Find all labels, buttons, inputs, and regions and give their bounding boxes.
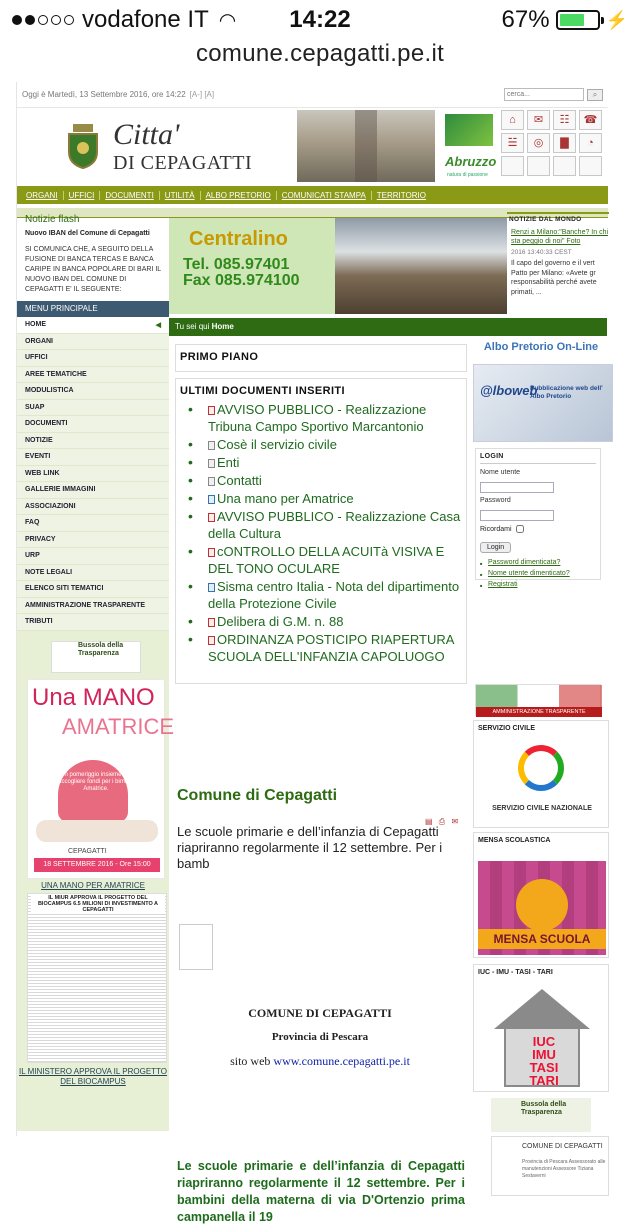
forgot-password-link[interactable]: ■ Password dimenticata? [480, 557, 596, 568]
list-item[interactable] [198, 454, 462, 471]
left-banners [17, 631, 175, 1131]
abruzzo-logo[interactable] [439, 110, 499, 182]
home-icon[interactable]: ⌂ [501, 110, 524, 130]
letter-heading: COMUNE DI CEPAGATTI [248, 1006, 392, 1020]
image-placeholder [179, 924, 213, 970]
amm-trasparente-label: AMMINISTRAZIONE TRASPARENTE [476, 707, 602, 717]
font-size-tools[interactable]: [A-] [A] [189, 90, 215, 99]
abruzzo-label: Abruzzo [445, 154, 497, 169]
iuc-box[interactable] [473, 964, 609, 1092]
menu-item-organi[interactable]: ORGANI [17, 334, 169, 351]
plate-icon [516, 879, 568, 931]
quick-icons [501, 110, 607, 176]
menu-item-uffici[interactable]: UFFICI [17, 350, 169, 367]
pdf-icon[interactable]: ▤ [425, 817, 435, 826]
abruzzo-tagline: natura di passione [447, 172, 488, 178]
wifi-icon: ◠ [218, 9, 237, 32]
nav-organi[interactable]: ORGANI [21, 191, 64, 200]
alboweb-logo: @lboweb [480, 383, 538, 398]
pdf-icon [208, 406, 215, 415]
menu-item-gallerie-immagini[interactable]: GALLERIE IMMAGINI [17, 482, 169, 499]
login-button[interactable]: Login [480, 542, 511, 553]
calendar-icon[interactable]: ☱ [501, 133, 524, 153]
document-link[interactable]: Cosè il servizio civile [217, 437, 337, 452]
mail-icon[interactable]: ✉ [527, 110, 550, 130]
globe-icon[interactable]: ◎ [527, 133, 550, 153]
primo-piano-title: PRIMO PIANO [180, 351, 259, 363]
document-link[interactable]: AVVISO PUBBLICO - Realizzazione Tribuna Campo Sportivo Marcantonio [208, 402, 427, 434]
biocampus-document-title: IL MIUR APPROVA IL PROGETTO DEL BIOCAMPUS 6.5 MILIONI DI INVESTIMENTO A CEPAGATTI [31, 895, 165, 913]
albo-pretorio-banner[interactable] [473, 364, 613, 442]
charging-icon: ⚡ [605, 9, 628, 30]
ultimi-documenti-title: ULTIMI DOCUMENTI INSERITI [180, 385, 346, 397]
bussola-label: Bussola della Trasparenza [78, 641, 124, 657]
comune-card-subtitle: Provincia di Pescara Assessorato alle manutenzioni Assessore Tiziana Sestaverni [522, 1159, 606, 1179]
notizie-mondo-title: NOTIZIE DAL MONDO [509, 216, 582, 223]
nav-uffici[interactable]: UFFICI [64, 191, 101, 200]
list-item[interactable] [198, 436, 462, 453]
menu-item-faq[interactable]: FAQ [17, 515, 169, 532]
breadcrumb-prefix: Tu sei qui [175, 322, 210, 331]
flash-news-body: SI COMUNICA CHE, A SEGUITO DELLA FUSIONE DI BANCA TERCAS E BANCA CARIPE IN BANCA POPOLARE DI BARI IL NUOVO IBAN DEL COMUNE DI CEPAGATTI E' IL SEGUENTE: [25, 246, 161, 293]
menu-item-elenco-siti-tematici[interactable]: ELENCO SITI TEMATICI [17, 581, 169, 598]
breadcrumb [169, 318, 607, 336]
documents-list [180, 401, 462, 665]
menu-item-web-link[interactable]: WEB LINK [17, 466, 169, 483]
mensa-label: MENSA SCUOLA [478, 929, 606, 949]
article-section-title[interactable]: Comune di Cepagatti [177, 787, 338, 804]
article-body: Le scuole primarie e dell’infanzia di Cepagatti riapriranno regolarmente il 12 settembre. Per i bambini della materna di via D'Ortenzio prima campanella il 19 [177, 1159, 465, 1224]
search-input[interactable] [504, 88, 584, 101]
town-photo [335, 218, 507, 314]
biocampus-document-thumbnail[interactable] [27, 893, 167, 1063]
carrier-label: vodafone IT [82, 6, 209, 33]
primo-piano-box [175, 344, 467, 372]
username-label: Nome utente [480, 469, 521, 476]
battery-percent: 67% [501, 6, 550, 33]
remember-label: Ricordami [480, 525, 512, 533]
empty-slot-icon [579, 156, 602, 176]
document-link[interactable]: Enti [217, 455, 240, 470]
article-intro: Le scuole primarie e dell’infanzia di Cepagatti riapriranno regolarmente il 12 settembre. Per i bamb [177, 824, 443, 871]
bussola-label: Bussola della Trasparenza [521, 1101, 567, 1116]
chart-icon[interactable]: ▇ [553, 133, 576, 153]
webpage [16, 82, 609, 1224]
breadcrumb-home[interactable]: Home [211, 322, 234, 331]
url-bar[interactable]: comune.cepagatti.pe.it [195, 40, 445, 67]
document-link[interactable]: Contatti [217, 473, 262, 488]
servizio-civile-logo-icon [518, 745, 564, 791]
nav-utilita[interactable]: UTILITÀ [160, 191, 201, 200]
amatrice-poster[interactable] [27, 679, 175, 879]
login-links [480, 557, 596, 590]
biocampus-link[interactable]: IL MINISTERO APPROVA IL PROGETTO DEL BIOCAMPUS [18, 1066, 168, 1086]
empty-slot-icon [527, 156, 550, 176]
image-file-icon [208, 583, 215, 592]
list-item[interactable] [198, 631, 462, 665]
password-field[interactable] [480, 510, 554, 521]
bussola-trasparenza-banner[interactable] [491, 1098, 591, 1132]
comune-card-title: COMUNE DI CEPAGATTI [522, 1143, 603, 1150]
website-link[interactable]: www.comune.cepagatti.pe.it [273, 1054, 410, 1068]
current-date: Oggi è Martedì, 13 Settembre 2016, ore 14:22 [22, 90, 186, 99]
menu-item-aree-tematiche[interactable]: AREE TEMATICHE [17, 367, 169, 384]
mensa-banner [478, 861, 606, 955]
login-form [475, 448, 601, 588]
document-icon [208, 459, 215, 468]
iuc-title: IUC - IMU - TASI - TARI [478, 969, 553, 976]
menu-item-privacy[interactable]: PRIVACY [17, 532, 169, 549]
menu-item-documenti[interactable]: DOCUMENTI [17, 416, 169, 433]
register-link[interactable]: ■ Registrati [480, 579, 596, 590]
menu-item-label: HOME [25, 321, 46, 329]
letter-website [169, 1054, 471, 1069]
pdf-icon [208, 636, 215, 645]
mensa-title: MENSA SCOLASTICA [478, 837, 551, 844]
divider [507, 212, 609, 214]
centralino-title: Centralino [189, 228, 288, 250]
list-item[interactable] [198, 508, 462, 542]
document-icon [208, 477, 215, 486]
document-link[interactable]: cONTROLLO DELLA ACUITà VISIVA E DEL TONO OCULARE [208, 544, 445, 576]
list-item[interactable] [198, 490, 462, 507]
print-icon[interactable]: ⎙ [438, 817, 448, 826]
menu-item-home[interactable] [17, 317, 169, 334]
comune-card[interactable] [491, 1136, 609, 1196]
email-icon[interactable]: ✉ [451, 817, 461, 826]
menu-item-modulistica[interactable]: MODULISTICA [17, 383, 169, 400]
italian-flag-icon [476, 685, 602, 707]
notizie-mondo-text: Il capo del governo e il vert Patto per Milano: «Avete gr responsabilità perché avete primati, ... [511, 260, 597, 296]
nav-documenti[interactable]: DOCUMENTI [100, 191, 159, 200]
list-item[interactable] [198, 401, 462, 435]
header-photo [297, 110, 435, 182]
poster-title: Una MANO [32, 683, 155, 711]
flash-news-title: Notizie flash [25, 214, 80, 225]
image-file-icon [208, 495, 215, 504]
main-menu-title: MENU PRINCIPALE [17, 301, 169, 317]
pdf-icon [208, 618, 215, 627]
forgot-username-link[interactable]: ■ Nome utente dimenticato? [480, 568, 596, 579]
nav-albo-pretorio[interactable]: ALBO PRETORIO [201, 191, 277, 200]
centralino-fax: Fax 085.974100 [183, 272, 300, 289]
menu-item-suap[interactable]: SUAP [17, 400, 169, 417]
hands-icon [36, 820, 158, 842]
centralino-banner[interactable] [169, 218, 335, 314]
rss-icon[interactable]: ◔ [579, 133, 602, 153]
nav-territorio[interactable]: TERRITORIO [376, 190, 426, 200]
list-item[interactable] [198, 472, 462, 489]
alboweb-subtitle: Pubblicazione web dell' Albo Pretorio [530, 385, 603, 400]
pdf-icon [208, 548, 215, 557]
menu-item-amministrazione-trasparente[interactable]: AMMINISTRAZIONE TRASPARENTE [17, 598, 169, 615]
amministrazione-trasparente-banner[interactable] [475, 684, 601, 716]
poster-text: Un pomeriggio insieme per raccogliere fondi per i bimbi di Amatrice. [56, 771, 136, 792]
servizio-civile-label: SERVIZIO CIVILE NAZIONALE [492, 805, 592, 812]
document-link[interactable]: Delibera di G.M. n. 88 [217, 614, 344, 629]
search-button[interactable]: ⌕ [587, 89, 603, 101]
list-item[interactable] [198, 613, 462, 630]
site-subtitle: DI CEPAGATTI [113, 152, 253, 174]
menu-item-eventi[interactable]: EVENTI [17, 449, 169, 466]
menu-item-associazioni[interactable]: ASSOCIAZIONI [17, 499, 169, 516]
house-icon [494, 989, 590, 1087]
menu-item-urp[interactable]: URP [17, 548, 169, 565]
sitemap-icon[interactable]: ☷ [553, 110, 576, 130]
document-icon [208, 441, 215, 450]
top-info-bar [17, 82, 608, 108]
ultimi-documenti-box [175, 378, 467, 684]
servizio-civile-title: SERVIZIO CIVILE [478, 725, 536, 732]
remember-checkbox[interactable] [516, 525, 524, 533]
contacts-icon[interactable]: ☎ [579, 110, 602, 130]
letter-subheading: Provincia di Pescara [271, 1031, 369, 1043]
document-link[interactable]: Una mano per Amatrice [217, 491, 354, 506]
status-bar [0, 0, 640, 40]
battery-icon [556, 10, 600, 30]
notizie-mondo-date: 2016 13:40:33 CEST [511, 249, 572, 256]
document-link[interactable]: ORDINANZA POSTICIPO RIAPERTURA SCUOLA DELL'INFANZIA CAPOLUOGO [208, 632, 454, 664]
menu-item-tributi[interactable]: TRIBUTI [17, 614, 169, 631]
centralino-tel: Tel. 085.97401 [183, 256, 290, 273]
mensa-scolastica-box[interactable] [473, 832, 609, 958]
pdf-icon [208, 513, 215, 522]
flash-news-headline[interactable]: Nuovo IBAN del Comune di Cepagatti [25, 230, 150, 237]
document-link[interactable]: Sisma centro Italia - Nota del dipartimento della Protezione Civile [208, 579, 460, 611]
clock: 14:22 [289, 6, 351, 33]
coat-of-arms-icon [65, 124, 101, 168]
document-link[interactable]: AVVISO PUBBLICO - Realizzazione Casa della Cultura [208, 509, 461, 541]
empty-slot-icon [501, 156, 524, 176]
main-menu [17, 317, 169, 631]
site-header [17, 108, 608, 186]
list-item[interactable] [198, 578, 462, 612]
empty-slot-icon [553, 156, 576, 176]
username-field[interactable] [480, 482, 554, 493]
login-title: LOGIN [480, 453, 596, 464]
left-column [17, 212, 175, 1131]
poster-amatrice: AMATRICE [62, 713, 175, 739]
amatrice-link[interactable]: UNA MANO PER AMATRICE [41, 880, 145, 890]
menu-item-note-legali[interactable]: NOTE LEGALI [17, 565, 169, 582]
servizio-civile-box[interactable] [473, 720, 609, 828]
notizie-mondo-link[interactable]: Renzi a Milano:"Banche? In chi sta peggio di noi" Foto [511, 229, 609, 245]
menu-item-notizie[interactable]: NOTIZIE [17, 433, 169, 450]
poster-date: 18 SETTEMBRE 2016 - Ore 15:00 [34, 858, 160, 872]
nav-comunicati-stampa[interactable]: COMUNICATI STAMPA [277, 191, 372, 200]
site-title[interactable]: Citta' [113, 118, 180, 151]
iuc-house-label: IUC IMU TASI TARI [529, 1034, 559, 1088]
albo-pretorio-title[interactable]: Albo Pretorio On-Line [483, 341, 599, 353]
list-item[interactable] [198, 543, 462, 577]
password-label: Password [480, 497, 511, 504]
poster-location: CEPAGATTI [68, 847, 107, 855]
letter-web-prefix: sito web [230, 1054, 271, 1068]
main-navbar [17, 186, 608, 204]
caret-left-icon: ◀ [155, 321, 161, 329]
signal-icon [12, 15, 74, 25]
bussola-trasparenza-banner[interactable] [51, 641, 141, 673]
